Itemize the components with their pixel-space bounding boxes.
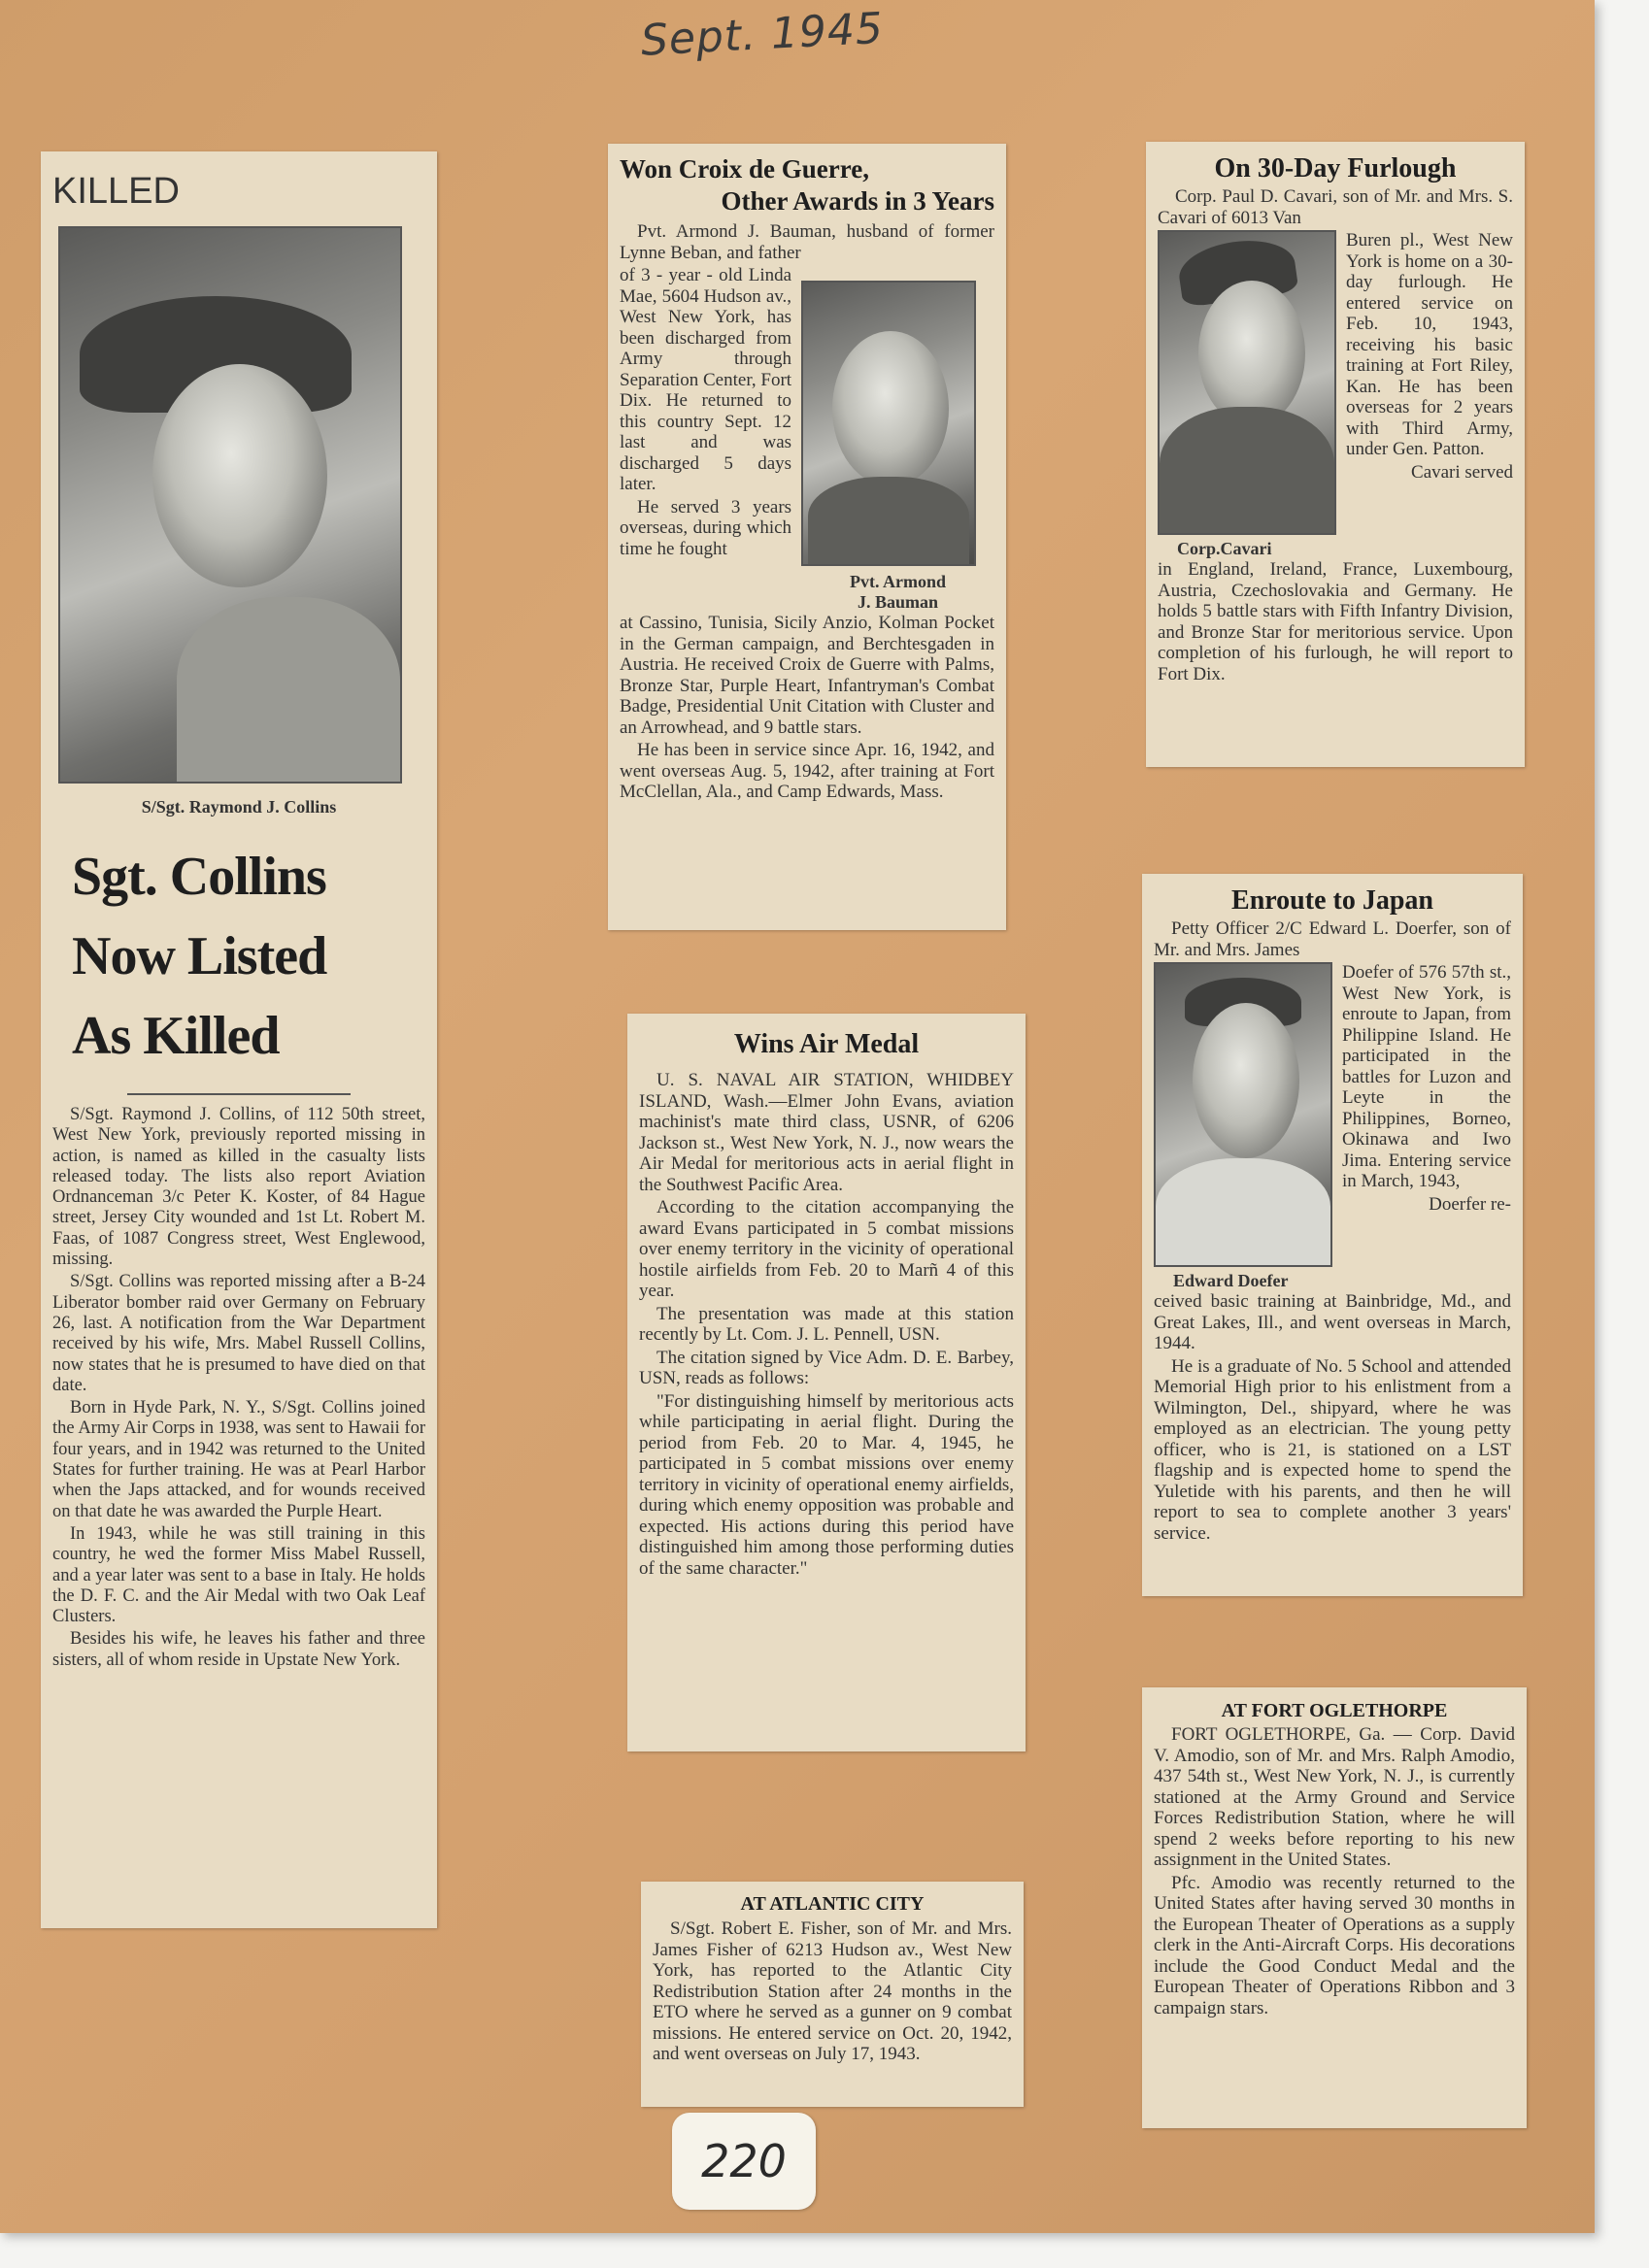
lead: Petty Officer 2/C Edward L. Doerfer, son of Mr. and Mrs. James [1154, 918, 1511, 960]
photo-caption-doerfer: Edward Doefer [1173, 1271, 1289, 1290]
photo-caption-bauman-1: Pvt. Armond [850, 572, 947, 591]
clipping-collins [41, 151, 437, 1928]
paragraph: Doefer of 576 57th st., West New York, is enroute to Japan, from Philippine Island. He participated in the battles for Luzon and Leyte in the Philippines, Borneo, Okinawa and Iwo Jima. Entering service in March, 1943, [1342, 962, 1511, 1191]
paragraph: The citation signed by Vice Adm. D. E. Barbey, USN, reads as follows: [639, 1347, 1014, 1388]
paragraph: According to the citation accompanying the award Evans participated in 5 combat missions over enemy territory in the vicinity of operational hostile airfields from Feb. 20 to Marñ 4 of this year. [639, 1197, 1014, 1301]
headline-bauman-1: Won Croix de Guerre, [620, 154, 869, 183]
paragraph: Pfc. Amodio was recently returned to the United States after having served 30 months in the European Theater of Operations as a supply clerk in the Anti-Aircraft Corps. His decorations include the Good Conduct Medal and the European Theater of Operations Ribbon and 3 campaign stars. [1154, 1872, 1515, 2018]
handwritten-date: Sept. 1945 [639, 3, 886, 66]
clipping-evans [627, 1014, 1026, 1751]
paragraph: in England, Ireland, France, Luxembourg, Austria, Czechoslovakia and Germany. He holds 5 battle stars with Fifth Infantry Division, and Bronze Star for meritorious service. Upon completion of his furlough, he will report to Fort Dix. [1158, 559, 1513, 684]
photo-bauman [801, 281, 976, 566]
paragraph: S/Sgt. Robert E. Fisher, son of Mr. and Mrs. James Fisher of 6213 Hudson av., West New York, has reported to the Atlantic City Redistribution Station after 24 months in the ETO where he served as a gunner on 9 combat missions. He entered service on Oct. 20, 1942, and went overseas on July 17, 1943. [653, 1918, 1012, 2064]
paragraph: U. S. NAVAL AIR STATION, WHIDBEY ISLAND, Wash.—Elmer John Evans, aviation machinist's mate third class, USNR, of 6206 Jackson st., West New York, N. J., now wears the Air Medal for meritorious acts in aerial flight in the Southwest Pacific Area. [639, 1070, 1014, 1195]
paragraph: Cavari served [1411, 461, 1513, 483]
paragraph: He served 3 years overseas, during which time he fought [620, 496, 792, 559]
headline-amodio: AT FORT OGLETHORPE [1221, 1700, 1448, 1721]
paragraph: S/Sgt. Collins was reported missing after a B-24 Liberator bomber raid over Germany on February 26, last. A notification from the War Department received by his wife, Mrs. Mabel Russell Collins, now states that he is presumed to have died on that date. [52, 1272, 425, 1395]
paragraph: at Cassino, Tunisia, Sicily Anzio, Kolman Pocket in the German campaign, and Berchtesgaden in Austria. He received Croix de Guerre with Palms, Bronze Star, Purple Heart, Infantryman's Combat Badge, Presidential Unit Citation with Cluster and an Arrowhead, and 9 battle stars. [620, 613, 994, 738]
kicker-killed: KILLED [52, 171, 180, 212]
clipping-amodio [1142, 1687, 1527, 2128]
paragraph: Besides his wife, he leaves his father and three sisters, all of whom reside in Upstate New York. [52, 1629, 425, 1670]
article-body-collins [52, 1105, 425, 1671]
headline-rule [127, 1093, 351, 1095]
clipping-doerfer [1142, 874, 1523, 1596]
paragraph: FORT OGLETHORPE, Ga. — Corp. David V. Amodio, son of Mr. and Mrs. Ralph Amodio, 437 54th st., West New York, N. J., is currently stationed at the Army Ground and Service Forces Redistribution Station, where he will spend 2 weeks before reporting to his new assignment in the United States. [1154, 1724, 1515, 1870]
headline-collins-3: As Killed [72, 1006, 280, 1066]
article-body-bauman [620, 613, 994, 803]
paragraph: Born in Hyde Park, N. Y., S/Sgt. Collins joined the Army Air Corps in 1938, was sent to Hawaii for four years, and in 1942 was returned to the United States for further training. He was at Pearl Harbor when the Japs attacked, and for wounds received on that date he was awarded the Purple Heart. [52, 1398, 425, 1521]
photo-collins [58, 226, 402, 784]
paragraph: S/Sgt. Raymond J. Collins, of 112 50th street, West New York, previously reported missing in action, is named as killed in the casualty lists released today. The lists also report Aviation Ordnanceman 3/c Peter K. Koster, of 84 Hague street, Jersey City wounded and 1st Lt. Robert M. Faas, of 1087 Congress street, West Englewood, missing. [52, 1105, 425, 1270]
headline-evans: Wins Air Medal [733, 1029, 920, 1059]
article-body-cavari [1158, 559, 1513, 684]
article-lead-cavari [1158, 186, 1513, 228]
headline-fisher: AT ATLANTIC CITY [740, 1893, 925, 1915]
photo-doerfer [1154, 962, 1332, 1267]
lead: Corp. Paul D. Cavari, son of Mr. and Mrs. S. Cavari of 6013 Van [1158, 186, 1513, 228]
paragraph: Doerfer re- [1429, 1193, 1511, 1215]
paragraph: ceived basic training at Bainbridge, Md., and Great Lakes, Ill., and went overseas in March, 1944. [1154, 1291, 1511, 1353]
photo-caption-cavari: Corp.Cavari [1177, 539, 1272, 558]
paragraph: In 1943, while he was still training in this country, he wed the former Miss Mabel Russell, and a year later was sent to a base in Italy. He holds the D. F. C. and the Air Medal with two Oak Leaf Clusters. [52, 1523, 425, 1627]
paragraph: The presentation was made at this station recently by Lt. Com. J. L. Pennell, USN. [639, 1303, 1014, 1345]
headline-doerfer: Enroute to Japan [1231, 885, 1433, 916]
clipping-bauman [608, 144, 1006, 930]
paragraph: He is a graduate of No. 5 School and attended Memorial High prior to his enlistment from a Wilmington, Del., shipyard, where he was employed as an electrician. The young petty officer, who is 21, is stationed on a LST flagship and is expected home to spend the Yuletide with his parents, and then he will report to sea to complete another 3 years' service. [1154, 1355, 1511, 1544]
photo-caption-collins: S/Sgt. Raymond J. Collins [141, 797, 337, 817]
clipping-fisher [641, 1882, 1024, 2107]
article-lead-doerfer [1154, 918, 1511, 960]
article-lead-bauman [620, 221, 994, 263]
photo-caption-bauman-2: J. Bauman [858, 592, 939, 612]
article-body-amodio [1154, 1724, 1515, 2018]
article-body-evans [639, 1070, 1014, 1579]
headline-cavari: On 30-Day Furlough [1214, 153, 1457, 183]
clipping-cavari [1146, 142, 1525, 767]
page-number-label: 220 [672, 2113, 816, 2210]
paragraph: He has been in service since Apr. 16, 1942, and went overseas Aug. 5, 1942, after training at Fort McClellan, Ala., and Camp Edwards, Mass. [620, 740, 994, 802]
lead: Pvt. Armond J. Bauman, husband of former Lynne Beban, and father [620, 221, 994, 263]
headline-collins-2: Now Listed [72, 926, 327, 986]
paragraph: of 3 - year - old Linda Mae, 5604 Hudson av., West New York, has been discharged from Army through Separation Center, Fort Dix. He returned to this country Sept. 12 last and was discharged 5 days later. [620, 265, 792, 494]
photo-cavari [1158, 230, 1336, 535]
paragraph: "For distinguishing himself by meritorious acts while participating in aerial flight. During the period from Feb. 20 to Mar. 4, 1945, he participated in 5 combat missions over enemy territory in vicinity of operational enemy airfields, during which enemy opposition was probable and expected. His actions during this period have distinguished him among those performing duties of the same character." [639, 1390, 1014, 1579]
article-text-beside-photo-cavari [1346, 230, 1513, 559]
article-body-doerfer [1154, 1291, 1511, 1544]
article-body-fisher [653, 1918, 1012, 2065]
article-text-beside-photo-doerfer [1342, 962, 1511, 1291]
article-text-beside-photo-bauman [620, 265, 791, 613]
paragraph: Buren pl., West New York is home on a 30-day furlough. He entered service on Feb. 10, 1943, receiving his basic training at Fort Riley, Kan. He has been overseas for 2 years with Third Army, under Gen. Patton. [1346, 230, 1513, 459]
headline-collins-1: Sgt. Collins [72, 847, 326, 907]
headline-bauman-2: Other Awards in 3 Years [721, 186, 994, 216]
